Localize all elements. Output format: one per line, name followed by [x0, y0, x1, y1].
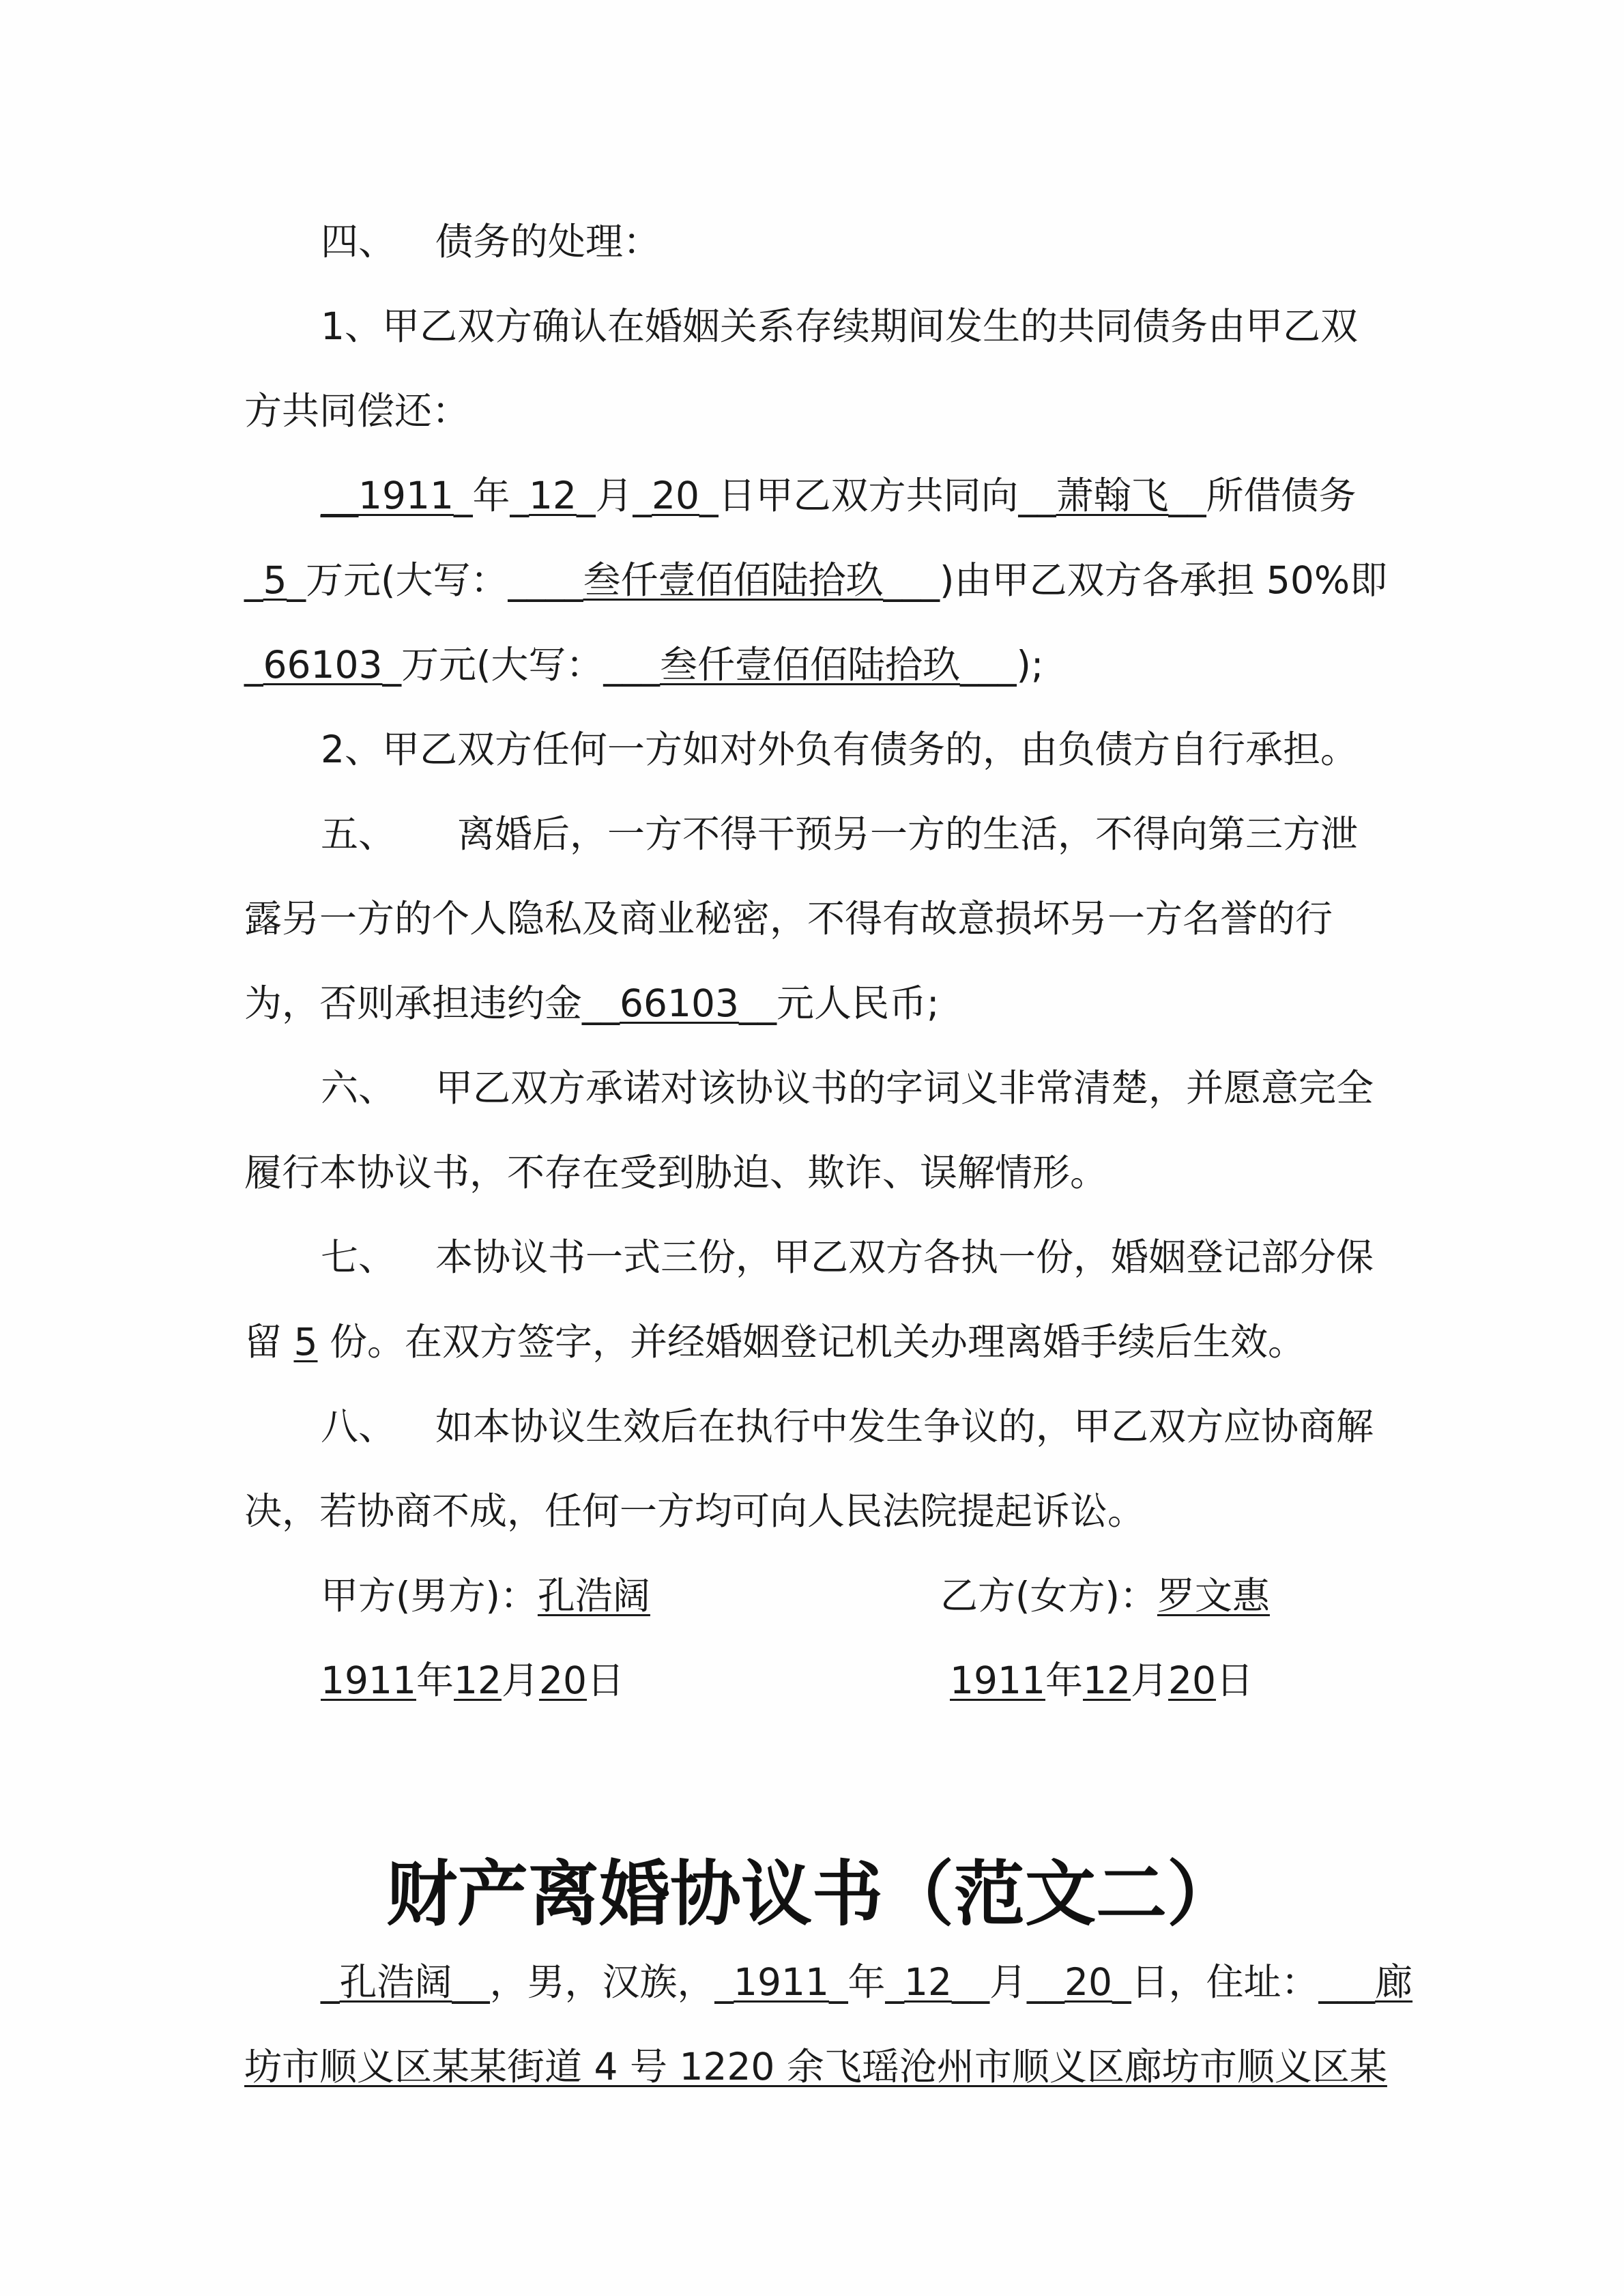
share-amount-cn: 叁仟壹佰佰陆拾玖: [659, 643, 960, 687]
section4-item1-line1: 1、甲乙双方确认在婚姻关系存续期间发生的共同债务由甲乙双: [321, 304, 1358, 348]
debt-day: 20: [652, 474, 700, 517]
debt-line2: _5_万元(大写：____叁仟壹佰佰陆拾玖___)由甲乙双方各承担 50%即: [244, 558, 1388, 602]
party-a-name: 孔浩阔: [537, 1574, 650, 1618]
party-a-signature: 甲方(男方)：孔浩阔: [321, 1574, 650, 1618]
party-b-signature: 乙方(女方)：罗文惠: [940, 1574, 1270, 1618]
debt-month: 12: [529, 474, 577, 517]
section7-line2: 留 5 份。在双方签字，并经婚姻登记机关办理离婚手续后生效。: [244, 1320, 1305, 1364]
debt-year: 1911: [358, 474, 454, 517]
section4-item2: 2、甲乙双方任何一方如对外负有债务的，由负债方自行承担。: [321, 728, 1358, 771]
section4-item1-line2: 方共同偿还：: [244, 389, 470, 433]
section5-line3: 为，否则承担违约金__66103__元人民币;: [244, 981, 940, 1025]
section4-heading: 四、 债务的处理：: [321, 220, 661, 263]
debt-line3: _66103_万元(大写：___叁仟壹佰佰陆拾玖___);: [244, 643, 1044, 687]
party-b-date: 1911年12月20日: [950, 1659, 1254, 1702]
share-amount: 66103: [263, 643, 383, 687]
debt-line1: __1911_年_12_月_20_日甲乙双方共同向__萧翰飞__所借债务: [321, 474, 1357, 517]
section5-line1: 五、 离婚后，一方不得干预另一方的生活，不得向第三方泄: [321, 812, 1359, 856]
intro-line1: _孔浩阔__，男，汉族，_1911_年_12__月__20_日，住址：___廊: [321, 1960, 1413, 2004]
penalty-amount: 66103: [620, 981, 739, 1025]
party-a-date: 1911年12月20日: [321, 1659, 625, 1702]
section8-line2: 决，若协商不成，任何一方均可向人民法院提起诉讼。: [244, 1489, 1146, 1533]
section6-line1: 六、 甲乙双方承诺对该协议书的字词义非常清楚，并愿意完全: [321, 1066, 1374, 1110]
copies-count: 5: [293, 1320, 318, 1364]
section6-line2: 履行本协议书，不存在受到胁迫、欺诈、误解情形。: [244, 1151, 1108, 1194]
intro-address-line: 坊市顺义区某某街道 4 号 1220 余飞瑶沧州市顺义区廊坊市顺义区某: [244, 2045, 1387, 2089]
creditor-name: 萧翰飞: [1056, 474, 1169, 517]
document-title: 财产离婚协议书（范文二）: [386, 1852, 1238, 1936]
section5-line2: 露另一方的个人隐私及商业秘密，不得有故意损坏另一方名誉的行: [244, 897, 1333, 941]
section8-line1: 八、 如本协议生效后在执行中发生争议的，甲乙双方应协商解: [321, 1405, 1374, 1448]
section7-line1: 七、 本协议书一式三份，甲乙双方各执一份，婚姻登记部分保: [321, 1235, 1374, 1279]
intro-name: 孔浩阔: [339, 1960, 452, 2004]
debt-amount: 5: [263, 558, 287, 602]
debt-amount-cn: 叁仟壹佰佰陆拾玖: [583, 558, 884, 602]
party-b-name: 罗文惠: [1157, 1574, 1270, 1618]
